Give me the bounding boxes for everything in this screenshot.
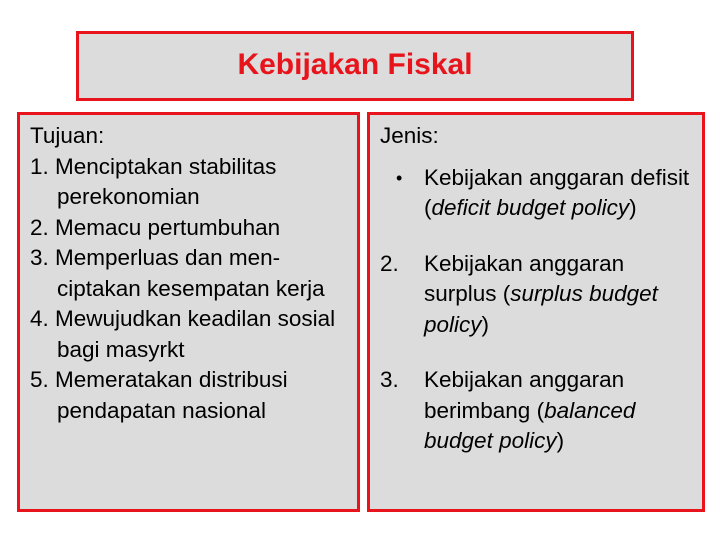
jenis-item-italic: balanced budget policy <box>424 397 636 453</box>
title-box <box>76 31 634 101</box>
number-marker: 2. <box>380 250 399 276</box>
jenis-panel <box>367 112 705 512</box>
jenis-item-text: Kebijakan anggaran surplus ( <box>424 250 625 306</box>
page-title: Kebijakan Fiskal <box>237 48 473 81</box>
jenis-item-text: Kebijakan anggaran berimbang ( <box>424 367 625 423</box>
jenis-list <box>380 121 702 457</box>
jenis-item-italic: surplus budget policy <box>424 281 658 337</box>
jenis-item-2 <box>380 249 702 341</box>
jenis-item-close: ) <box>556 428 565 453</box>
jenis-item-3 <box>380 365 702 457</box>
tujuan-item-1: 1. Menciptakan stabilitas perekonomian <box>30 153 277 209</box>
tujuan-heading: Tujuan: <box>30 123 105 148</box>
jenis-heading: Jenis: <box>380 123 439 148</box>
tujuan-panel <box>17 112 360 512</box>
jenis-item-1 <box>380 163 702 224</box>
number-marker: 3. <box>380 367 399 392</box>
jenis-item-text: Kebijakan anggaran defisit ( <box>424 164 690 220</box>
tujuan-item-2: 2. Memacu pertumbuhan <box>30 214 281 240</box>
tujuan-item-3: 3. Memperluas dan men-ciptakan kesempatan kerja <box>30 245 325 301</box>
tujuan-item-4: 4. Mewujudkan keadilan sosial bagi masyrkt <box>30 306 336 362</box>
tujuan-list <box>30 121 356 426</box>
bullet-marker: • <box>396 167 403 188</box>
tujuan-item-5: 5. Memeratakan distribusi pendapatan nasional <box>30 367 288 423</box>
jenis-item-close: ) <box>481 311 490 337</box>
jenis-item-close: ) <box>629 195 637 220</box>
jenis-item-italic: deficit budget policy <box>431 195 630 220</box>
